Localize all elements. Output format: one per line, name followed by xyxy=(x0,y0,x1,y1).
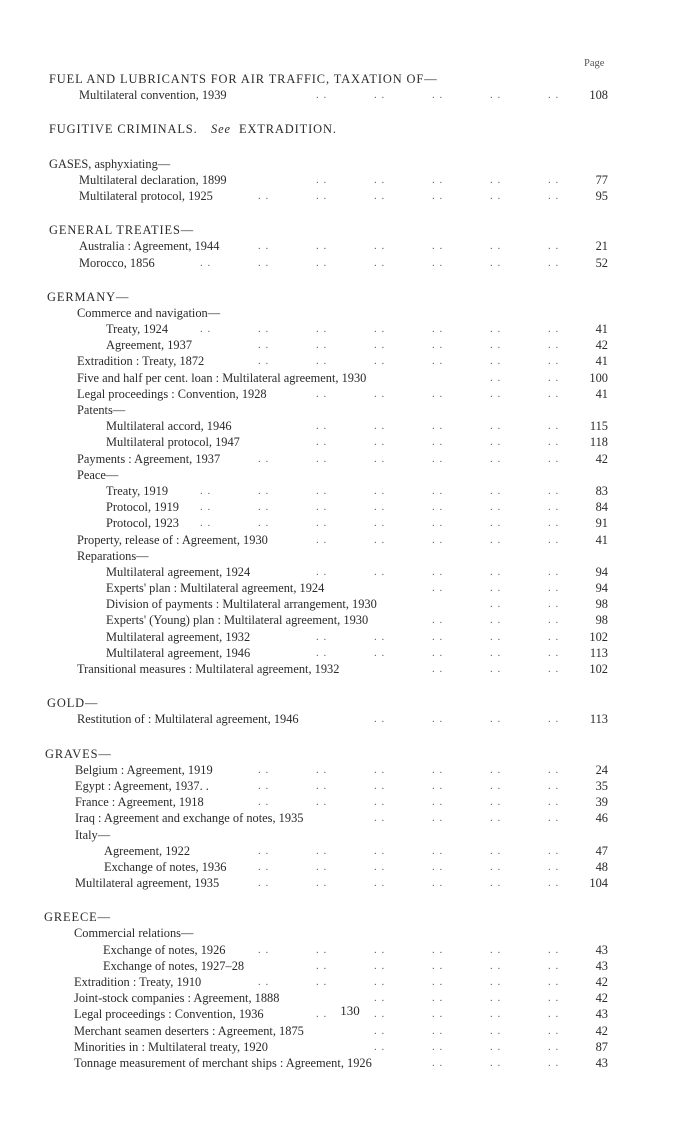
page-reference: 39 xyxy=(595,795,608,810)
leader-dots: . . . . . . . . . . . . . . xyxy=(200,501,560,514)
leader-dots: . . . . . . . . . . xyxy=(316,436,560,449)
leader-dots: . . . . . . . . . . xyxy=(316,1008,560,1021)
leader-dots: . . . . . . . . . . . . xyxy=(258,976,560,988)
index-entry xyxy=(0,87,700,103)
page-reference: 113 xyxy=(589,645,608,660)
page-reference: 98 xyxy=(595,613,608,628)
leader-dots: . . . . . . . . . . xyxy=(316,173,560,186)
page-reference: 42 xyxy=(595,338,608,353)
leader-dots: . . . . . . . . . . . . xyxy=(258,796,560,809)
leader-dots: . . . . . . . . . . . . xyxy=(258,240,560,253)
entry-text: Protocol, 1919 xyxy=(106,500,179,515)
entry-text: Extradition : Treaty, 1910 xyxy=(74,975,202,989)
entry-text: Multilateral declaration, 1899 xyxy=(79,172,227,187)
entry-text: Minorities in : Multilateral treaty, 1920 xyxy=(74,1039,268,1054)
index-entry xyxy=(0,711,700,727)
index-heading xyxy=(0,222,700,238)
leader-dots: . . . . . . . . xyxy=(374,1040,560,1053)
entry-text: Egypt : Agreement, 1937. . xyxy=(75,778,209,793)
index-entry xyxy=(0,859,700,875)
entry-text: Joint-stock companies : Agreement, 1888 xyxy=(74,991,280,1006)
entry-text: Multilateral protocol, 1947 xyxy=(106,435,240,450)
entry-text: Five and half per cent. loan : Multilateral agreement, 1930 xyxy=(77,370,367,385)
leader-dots: . . . . . . . . xyxy=(374,713,560,726)
entry-text: GENERAL TREATIES— xyxy=(49,223,195,238)
entry-text: FUEL AND LUBRICANTS FOR AIR TRAFFIC, TAXATION OF— xyxy=(49,72,438,86)
page-reference: 91 xyxy=(595,516,608,531)
entry-text: Legal proceedings : Convention, 1928 xyxy=(77,386,267,401)
entry-text: Multilateral protocol, 1925 xyxy=(79,188,213,203)
page-reference: 84 xyxy=(595,500,608,515)
leader-dots: . . . . . . . . . . xyxy=(316,630,560,643)
index-entry xyxy=(0,434,700,450)
entry-text: Commerce and navigation— xyxy=(77,305,221,320)
section-gap xyxy=(0,138,700,156)
index-entry xyxy=(0,778,700,794)
index-entry xyxy=(0,958,700,974)
entry-text: GREECE— xyxy=(44,910,111,925)
page-reference: 47 xyxy=(595,843,608,858)
leader-dots: . . . . . . . . . . xyxy=(316,420,560,433)
page-reference: 98 xyxy=(595,597,608,612)
entry-text: Multilateral agreement, 1946 xyxy=(106,645,251,660)
section-gap xyxy=(0,728,700,746)
page-reference: 115 xyxy=(589,419,608,434)
entry-text: GASES, asphyxiating— xyxy=(49,156,171,171)
index-entry xyxy=(0,386,700,402)
index-entry xyxy=(0,515,700,531)
entry-text: Multilateral convention, 1939 xyxy=(79,88,227,103)
leader-dots: . . . . . . . . xyxy=(374,1024,560,1037)
page-reference: 43 xyxy=(595,1007,608,1022)
page-reference: 118 xyxy=(589,435,608,450)
index-entry xyxy=(0,661,700,677)
entry-text: Iraq : Agreement and exchange of notes, 1935 xyxy=(75,811,304,826)
index-heading xyxy=(0,71,700,87)
entry-text: Exchange of notes, 1936 xyxy=(104,859,227,874)
leader-dots: . . . . . . xyxy=(432,1056,560,1069)
index-entry xyxy=(0,596,700,612)
entry-text: Tonnage measurement of merchant ships : Agreement, 1926 xyxy=(74,1055,372,1070)
index-entry xyxy=(0,974,700,990)
index-entry xyxy=(0,188,700,204)
index-entry xyxy=(0,532,700,548)
leader-dots: . . . . . . . . . . . . xyxy=(258,779,560,792)
index-entry xyxy=(0,451,700,467)
leader-dots: . . . . . . . . . . xyxy=(316,387,560,400)
entry-text: Legal proceedings : Convention, 1936 xyxy=(74,1007,264,1022)
leader-dots: . . . . . . . . . . . . . . xyxy=(200,484,560,497)
section-gap xyxy=(0,891,700,909)
page-reference: 41 xyxy=(595,532,608,547)
page-reference: 46 xyxy=(595,811,608,826)
leader-dots: . . . . . . . . . . xyxy=(316,533,560,546)
page-reference: 77 xyxy=(595,172,608,187)
section-gap xyxy=(0,677,700,695)
page-reference: 41 xyxy=(595,322,608,337)
section-gap xyxy=(0,204,700,222)
leader-dots: . . . . . . . . . . . . xyxy=(258,763,560,776)
index-subheading xyxy=(0,467,700,483)
page-reference: 94 xyxy=(595,564,608,579)
leader-dots: . . . . . . . . . . . . xyxy=(258,877,560,890)
entry-text: Reparations— xyxy=(77,548,149,563)
index-entry xyxy=(0,645,700,661)
entry-text: Exchange of notes, 1926 xyxy=(103,942,226,957)
entry-text: Division of payments : Multilateral arrangement, 1930 xyxy=(106,597,377,612)
entry-text: Treaty, 1919 xyxy=(106,483,169,498)
entry-text: Multilateral agreement, 1924 xyxy=(106,564,251,579)
page-column-label: Page xyxy=(584,58,605,69)
page-reference: 48 xyxy=(595,859,608,874)
page-reference: 104 xyxy=(589,876,608,891)
leader-dots: . . . . . . . . . . . . . . xyxy=(200,256,560,269)
leader-dots: . . . . . . . . . . . . xyxy=(258,189,560,202)
leader-dots: . . . . xyxy=(490,598,560,611)
index-entry xyxy=(0,370,700,386)
page-reference: 42 xyxy=(595,451,608,466)
entry-text: Multilateral agreement, 1932 xyxy=(106,629,251,644)
entry-text: Peace— xyxy=(77,467,119,482)
page-reference: 52 xyxy=(595,255,608,270)
index-heading xyxy=(0,289,700,305)
index-entry xyxy=(0,418,700,434)
index-heading xyxy=(0,909,700,925)
leader-dots: . . . . . . . . . . xyxy=(316,959,560,972)
page-reference: 95 xyxy=(595,188,608,203)
index-entry xyxy=(0,1055,700,1071)
index-entry xyxy=(0,499,700,515)
page-reference: 94 xyxy=(595,581,608,596)
leader-dots: . . . . . . . . . . . . . . xyxy=(200,323,560,336)
index-subheading xyxy=(0,305,700,321)
leader-dots: . . . . . . . . . . xyxy=(316,565,560,578)
leader-dots: . . . . . . . . . . xyxy=(316,646,560,659)
entry-text: Transitional measures : Multilateral agreement, 1932 xyxy=(77,662,340,676)
index-entry xyxy=(0,762,700,778)
page-reference: 108 xyxy=(589,88,608,103)
entry-text: GRAVES— xyxy=(45,746,112,761)
index-subheading xyxy=(0,925,700,941)
index-heading xyxy=(0,121,700,137)
see-reference-label: See xyxy=(211,122,231,137)
entry-text: Belgium : Agreement, 1919 xyxy=(75,762,213,777)
page-reference: 83 xyxy=(595,483,608,498)
index-subheading xyxy=(0,402,700,418)
entry-text: Experts' (Young) plan : Multilateral agreement, 1930 xyxy=(106,613,369,628)
leader-dots: . . . . . . xyxy=(432,614,560,627)
entry-text: Payments : Agreement, 1937 xyxy=(77,451,221,466)
index-entry xyxy=(0,337,700,353)
index-entry xyxy=(0,942,700,958)
index-entry xyxy=(0,810,700,826)
index-entry xyxy=(0,483,700,499)
index-subheading xyxy=(0,827,700,843)
index-subheading xyxy=(0,548,700,564)
see-reference-target: EXTRADITION. xyxy=(239,122,337,137)
leader-dots: . . . . . . . . . . . . xyxy=(258,339,560,352)
page-reference: 100 xyxy=(589,370,608,385)
page-reference: 102 xyxy=(589,629,608,644)
section-gap xyxy=(0,103,700,121)
index-subheading xyxy=(0,156,700,172)
index-entry xyxy=(0,794,700,810)
entry-text: GOLD— xyxy=(47,696,99,711)
entry-text: Multilateral accord, 1946 xyxy=(106,419,232,434)
page-reference: 35 xyxy=(595,778,608,793)
index-entry xyxy=(0,629,700,645)
entry-text: Protocol, 1923 xyxy=(106,516,179,531)
entry-text: Extradition : Treaty, 1872 xyxy=(77,354,205,369)
entry-text: FUGITIVE CRIMINALS. xyxy=(49,122,198,137)
page-reference: 113 xyxy=(589,712,608,727)
entry-text: Australia : Agreement, 1944 xyxy=(79,239,220,254)
entry-text: Commercial relations— xyxy=(74,926,194,941)
page-reference: 41 xyxy=(595,386,608,401)
index-entry xyxy=(0,564,700,580)
page-reference: 43 xyxy=(595,942,608,957)
entry-text: Experts' plan : Multilateral agreement, 1924 xyxy=(106,581,325,596)
page-reference: 87 xyxy=(595,1039,608,1054)
index-entry xyxy=(0,1023,700,1039)
page-reference: 24 xyxy=(595,762,608,777)
page-reference: 43 xyxy=(595,958,608,973)
leader-dots: . . . . . . . . . . . . xyxy=(258,355,560,368)
index-entry xyxy=(0,238,700,254)
entry-text: Exchange of notes, 1927–28 xyxy=(103,958,245,973)
index-entry xyxy=(0,255,700,271)
index-entry xyxy=(0,580,700,596)
leader-dots: . . . . xyxy=(490,371,560,384)
leader-dots: . . . . . . xyxy=(432,663,560,675)
entry-text: Agreement, 1937 xyxy=(106,338,193,353)
entry-text: Property, release of : Agreement, 1930 xyxy=(77,532,268,547)
entry-text: Treaty, 1924 xyxy=(106,322,169,337)
entry-text: Italy— xyxy=(75,827,111,842)
page-reference: 43 xyxy=(595,1055,608,1070)
index-heading xyxy=(0,746,700,762)
index-entry xyxy=(0,843,700,859)
page-number: 130 xyxy=(340,1003,360,1018)
leader-dots: . . . . . . . . . . . . xyxy=(258,943,560,956)
entry-text: Patents— xyxy=(77,403,126,417)
index-entry xyxy=(0,353,700,369)
entry-text: Restitution of : Multilateral agreement, 1946 xyxy=(77,712,299,727)
leader-dots: . . . . . . . . . . . . . . xyxy=(200,517,560,530)
entry-text: Multilateral agreement, 1935 xyxy=(75,876,220,891)
entry-text: France : Agreement, 1918 xyxy=(75,795,204,810)
leader-dots: . . . . . . . . . . . . xyxy=(258,860,560,873)
index-entry xyxy=(0,875,700,891)
leader-dots: . . . . . . xyxy=(432,582,560,595)
index-entry xyxy=(0,321,700,337)
leader-dots: . . . . . . . . xyxy=(374,992,560,1005)
index-entry xyxy=(0,1039,700,1055)
index-heading xyxy=(0,695,700,711)
page-reference: 21 xyxy=(595,239,608,254)
page-reference: 102 xyxy=(589,662,608,676)
leader-dots: . . . . . . . . . . . . xyxy=(258,844,560,857)
entry-text: Merchant seamen deserters : Agreement, 1875 xyxy=(74,1023,304,1038)
index-entry xyxy=(0,172,700,188)
page-reference: 42 xyxy=(595,1023,608,1038)
section-gap xyxy=(0,271,700,289)
entry-text: Agreement, 1922 xyxy=(104,843,191,858)
page-reference: 42 xyxy=(595,975,608,989)
entry-text: Morocco, 1856 xyxy=(79,255,155,270)
index-entries xyxy=(0,71,700,1071)
page-reference: 41 xyxy=(595,354,608,369)
leader-dots: . . . . . . . . xyxy=(374,812,560,825)
leader-dots: . . . . . . . . . . xyxy=(316,89,560,102)
entry-text: GERMANY— xyxy=(47,289,130,304)
leader-dots: . . . . . . . . . . . . xyxy=(258,452,560,465)
page-reference: 42 xyxy=(595,991,608,1006)
index-entry xyxy=(0,612,700,628)
